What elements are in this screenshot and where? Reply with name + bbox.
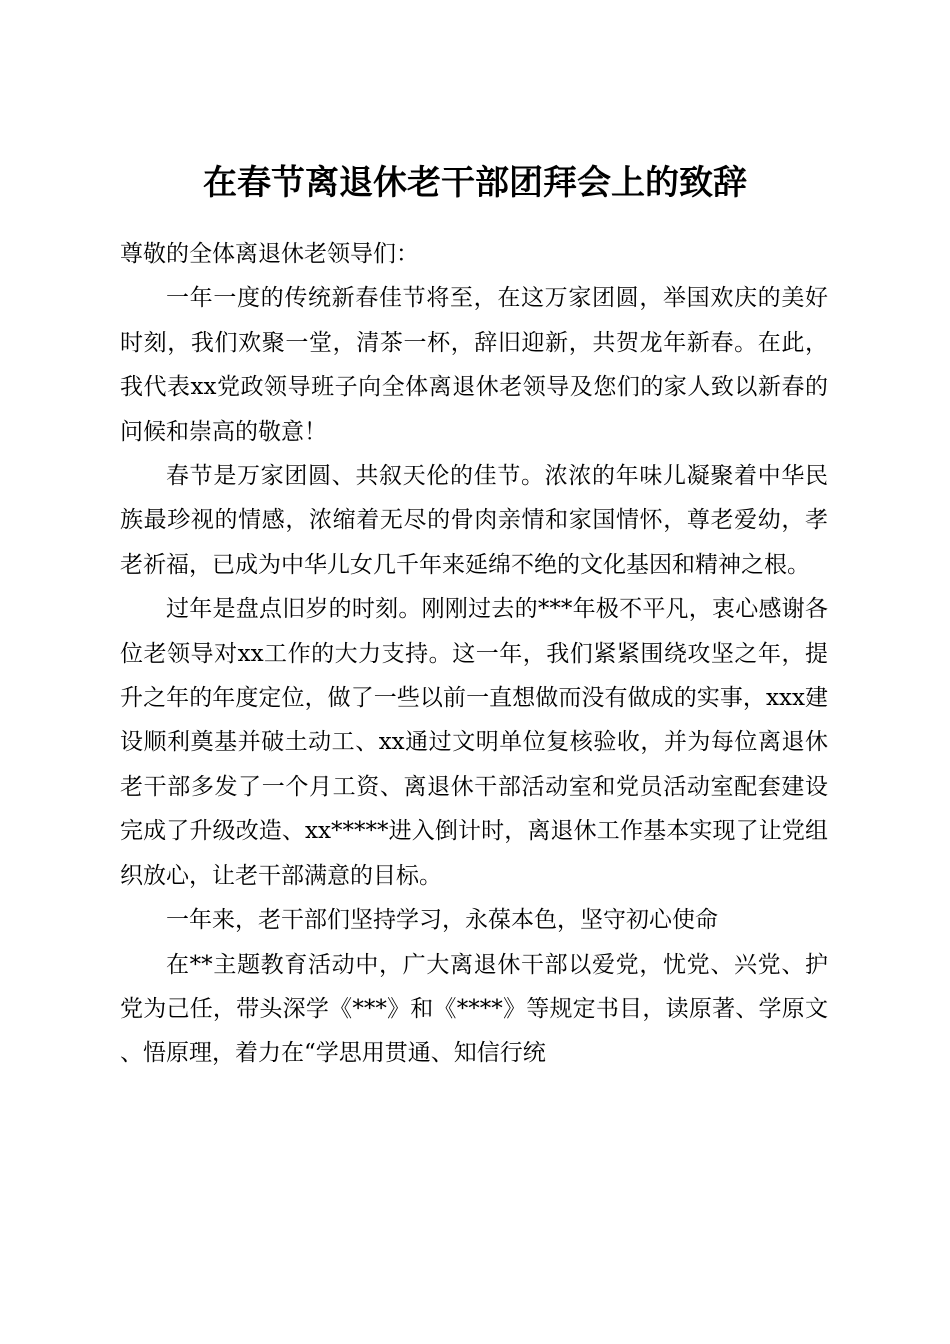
paragraph-1: 一年一度的传统新春佳节将至，在这万家团圆，举国欢庆的美好时刻，我们欢聚一堂，清茶一杯，辞旧迎新，共贺龙年新春。在此，我代表xx党政领导班子向全体离退休老领导及您们的家人致以新春的问候和崇高的敬意！: [120, 285, 828, 445]
salutation: 尊敬的全体离退休老领导们：: [120, 241, 419, 267]
paragraph-5: 在**主题教育活动中，广大离退休干部以爱党，忧党、兴党、护党为己任，带头深学《***》和《****》等规定书目，读原著、学原文、悟原理，着力在“学思用贯通、知信行统: [120, 951, 828, 1067]
document-body: [120, 232, 828, 1076]
document-title: 在春节离退休老干部团拜会上的致辞: [203, 162, 747, 203]
paragraph-2: 春节是万家团圆、共叙天伦的佳节。浓浓的年味儿凝聚着中华民族最珍视的情感，浓缩着无尽的骨肉亲情和家国情怀，尊老爱幼，孝老祈福，已成为中华儿女几千年来延绵不绝的文化基因和精神之根。: [120, 463, 828, 578]
paragraph-3: 过年是盘点旧岁的时刻。刚刚过去的***年极不平凡，衷心感谢各位老领导对xx工作的大力支持。这一年，我们紧紧围绕攻坚之年，提升之年的年度定位，做了一些以前一直想做而没有做成的实事，xxx建设顺利奠基并破土动工、xx通过文明单位复核验收，并为每位离退休老干部多发了一个月工资、离退休干部活动室和党员活动室配套建设完成了升级改造、xx*****进入倒计时，离退休工作基本实现了让党组织放心，让老干部满意的目标。: [120, 596, 828, 889]
paragraph-4: 一年来，老干部们坚持学习，永葆本色，坚守初心使命: [166, 907, 718, 934]
